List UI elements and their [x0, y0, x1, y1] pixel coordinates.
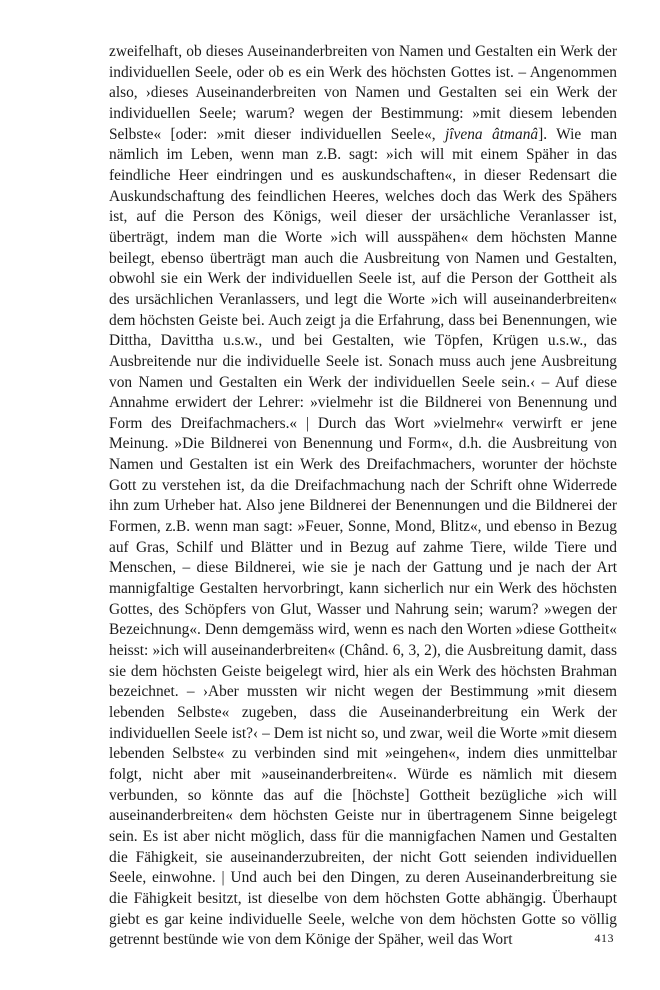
text-segment-1: zweifelhaft, ob dieses Auseinanderbreiten von Namen und Gestalten ein Werk der individuellen Seele, oder ob es ein Werk des höchsten Gottes ist. – Angenommen also, ›dieses Auseinanderbreiten von Namen und Gestalten sei ein Werk der individuellen Seele; warum? wegen der Bestimmung: »mit diesem lebenden Selbste« [oder: »mit dieser individuellen Seele«, [109, 43, 617, 143]
main-paragraph [109, 42, 617, 951]
page-number: 413 [594, 931, 614, 945]
page-body [109, 42, 617, 951]
text-segment-italic: jîvena âtmanâ [445, 125, 539, 143]
text-segment-3: ]. Wie man nämlich im Leben, wenn man z.B. sagt: »ich will mit einem Späher in das feindliche Heer eindringen und es auskundschaften«, in dieser Redensart die Auskundschaftung des feindlichen Heeres, welches doch das Werk des Spähers ist, auf die Person des Königs, weil dieser der ursächliche Veranlasser ist, überträgt, indem man die Worte »ich will ausspähen« dem höchsten Manne beilegt, ebenso überträgt man auch die Ausbreitung von Namen und Gestalten, obwohl sie ein Werk der individuellen Seele ist, auf die Person der Gottheit als des ursächlichen Veranlassers, und legt die Worte »ich will auseinanderbreiten« dem höchsten Geiste bei. Auch zeigt ja die Erfahrung, dass bei Benennungen, wie Dittha, Davittha u.s.w., und bei Gestalten, wie Töpfen, Krügen u.s.w., das Ausbreitende nur die individuelle Seele ist. Sonach muss auch jene Ausbreitung von Namen und Gestalten ein Werk der individuellen Seele sein.‹ – Auf diese Annahme erwidert der Lehrer: »vielmehr ist die Bildnerei von Benennung und Form des Dreifachmachers.« | Durch das Wort »vielmehr« verwirft er jene Meinung. »Die Bildnerei von Benennung und Form«, d.h. die Ausbreitung von Namen und Gestalten ist ein Werk des Dreifachmachers, worunter der höchste Gott zu verstehen ist, da die Dreifachmachung nach der Schrift ohne Widerrede ihn zum Urheber hat. Also jene Bildnerei der Benennungen und die Bildnerei der Formen, z.B. wenn man sagt: »Feuer, Sonne, Mond, Blitz«, und ebenso in Bezug auf Gras, Schilf und Blätter und in Bezug auf zahme Tiere, wilde Tiere und Menschen, – diese Bildnerei, wie sie je nach der Gattung und je nach der Art mannigfaltige Gestalten hervorbringt, kann sicherlich nur ein Werk des höchsten Gottes, des Schöpfers von Glut, Wasser und Nahrung sein; warum? »wegen der Bezeichnung«. Denn demgemäss wird, wenn es nach den Worten »diese Gottheit« heisst: »ich will auseinanderbreiten« (Chând. 6, 3, 2), die Ausbreitung damit, dass sie dem höchsten Geiste beigelegt wird, hier als ein Werk des höchsten Brahman bezeichnet. – ›Aber mussten wir nicht wegen der Bestimmung »mit diesem lebenden Selbste« zugeben, dass die Auseinanderbreitung ein Werk der individuellen Seele ist?‹ – Dem ist nicht so, und zwar, weil die Worte »mit diesem lebenden Selbste« zu verbinden sind mit »eingehen«, indem dies unmittelbar folgt, nicht aber mit »auseinanderbreiten«. Würde es nämlich mit diesem verbunden, so könnte das auf die [höchste] Gottheit bezügliche »ich will auseinanderbreiten« dem höchsten Geiste nur in übertragenem Sinne beigelegt sein. Es ist aber nicht möglich, dass für die mannigfachen Namen und Gestalten die Fähigkeit, sie auseinanderzubreiten, der nicht Gott seienden individuellen Seele, einwohne. | Und auch bei den Dingen, zu deren Auseinanderbreitung sie die Fähigkeit besitzt, ist dieselbe von dem höchsten Gotte abhängig. Überhaupt giebt es gar keine individuelle Seele, welche von dem höchsten Gotte so völlig getrennt bestünde wie von dem Könige der Späher, weil das Wort [109, 125, 618, 949]
